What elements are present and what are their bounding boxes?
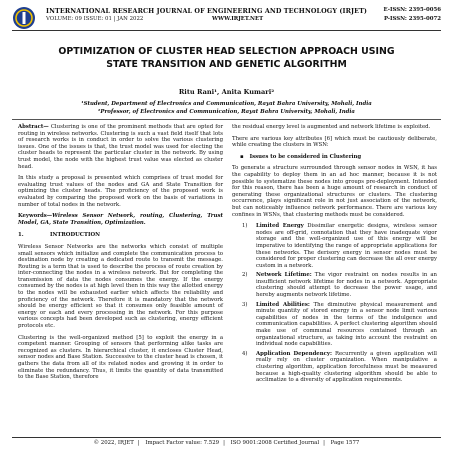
keywords-label: Keywords— bbox=[18, 213, 53, 220]
footer-copyright: © 2022, IRJET bbox=[93, 440, 134, 446]
eissn: E-ISSN: 2395-0056 bbox=[383, 7, 441, 13]
footer-iso: ISO 9001:2008 Certified Journal bbox=[230, 440, 320, 446]
list-item-number: 1) bbox=[242, 223, 248, 230]
irjet-logo-icon bbox=[12, 6, 36, 30]
bullet-heading-issues: ▪ Issues to be considered in Clustering bbox=[232, 154, 437, 161]
footer-divider bbox=[12, 437, 441, 438]
list-item-number: 2) bbox=[242, 272, 248, 279]
constraints-list bbox=[232, 223, 437, 384]
intro-paragraph-1: Wireless Sensor Networks are the networks which consist of multiple small sensors which initialize and complete the communication process to destination node by creating a dedicated route to transmit the message. Routing is a term that is used to describe the process of route creation by inter-connecting the nodes in a wireless network. But for completing the transmission of data the nodes consumes the energy. If the energy consumed by the nodes is at high level then in this way the allotted energy to the nodes will be exhausted earlier which affects the reliability and proficiency of the network. Therefore it is mandatory that the network should be energy efficient so that it consumes only feasible amount of energy or each and every processing in the network. For this purpose various concepts had been developed such as clustering, energy efficient protocols etc. bbox=[18, 243, 223, 330]
keywords-text: Wireless Sensor Network, routing, Clustering, Trust Model, GA, State Transition, Optimization. bbox=[18, 213, 223, 226]
list-item-term: Network Lifetime: bbox=[256, 272, 312, 279]
affiliation-1: ¹Student, Department of Electronics and Communication, Rayat Bahra University, Mohali, India bbox=[81, 101, 372, 107]
list-item-number: 3) bbox=[242, 301, 248, 308]
abstract-paragraph-2: In this study a proposal is presented which comprises of trust model for evaluating trust values of the nodes and GA and State Transition for optimizing the cluster heads. The proficiency of the proposed work is evaluated by comparing the proposed work on the basis of variations in number of total nodes in the network. bbox=[18, 175, 223, 208]
paper-title-line-2: STATE TRANSITION AND GENETIC ALGORITHM bbox=[106, 59, 347, 70]
abstract bbox=[18, 124, 223, 170]
keywords bbox=[18, 213, 223, 226]
list-item bbox=[242, 351, 437, 384]
page-footer: © 2022, IRJET | Impact Factor value: 7.529 | ISO 9001:2008 Certified Journal | Page 1577 bbox=[93, 440, 360, 446]
paper-title-line-1: OPTIMIZATION OF CLUSTER HEAD SELECTION APPROACH USING bbox=[58, 46, 395, 57]
list-item-text: Recurrently a given application will really rely on cluster organization. When manipulative a clustering algorithm, application forcefulness must be measured because a high-quality clustering algorithm should be able to acclimatize to a diversity of application requirements. bbox=[256, 350, 437, 384]
right-paragraph-2: There are various key attributes [6] which must be cautiously deliberate, while creating the clusters in WSN: bbox=[232, 135, 437, 149]
right-column bbox=[232, 124, 437, 387]
section-number: 1. bbox=[18, 232, 24, 239]
list-item bbox=[242, 272, 437, 298]
list-item-text: The vigor restraint on nodes results in an insufficient network lifetime for nodes in a network. Appropriate clustering should attempt to decrease the power usage, and hereby augments network lifetime. bbox=[256, 272, 438, 299]
affiliation-2: ²Professor, of Electronics and Communication, Rayat Bahra University, Mohali, India bbox=[98, 109, 355, 115]
title-divider bbox=[12, 119, 441, 120]
list-item bbox=[242, 223, 437, 269]
abstract-label: Abstract— bbox=[18, 124, 49, 130]
list-item-text: Dissimilar energetic designs, wireless sensor nodes are off-grid, connotation that they have inadequate vigor storage and the well-organized use of this energy will be imperative to identifying the range of appropriate applications for these networks. The derisory energy in sensor nodes must be considered for proper clustering can decrease the all over energy custom in a network. bbox=[256, 223, 438, 269]
pissn: P-ISSN: 2395-0072 bbox=[383, 16, 441, 22]
journal-header bbox=[12, 6, 441, 36]
paper-title bbox=[20, 45, 433, 71]
intro-paragraph-2: Clustering is the well-organized method [5] to exploit the energy in a competent manner. Grouping of sensors that performing alike tasks are recognized as clusters. In hierarchical cluster, it encloses Cluster Head, sensor nodes and Base Station. Successive to the cluster head is chosen, it gathers the data from all of its related nodes and growing it in order to eliminate the redundancy. Thus, it limits the quantity of data transmitted to the Base Station, therefore bbox=[18, 334, 223, 381]
list-item bbox=[242, 302, 437, 348]
list-item-term: Limited Abilities: bbox=[256, 301, 310, 308]
list-item-term: Limited Energy bbox=[256, 223, 304, 230]
journal-title: INTERNATIONAL RESEARCH JOURNAL OF ENGINEERING AND TECHNOLOGY (IRJET) bbox=[46, 7, 368, 15]
footer-page-number: Page 1577 bbox=[330, 440, 360, 446]
list-item-text: The diminutive physical measurement and minute quantity of stored energy in a sensor node limit various capabilities of nodes in the terms of the indulgence and communication capabilities. A perfect clustering algorithm should make use of communal resources contained through an organizational structure, as taking into account the restraint on individual node capabilities. bbox=[256, 301, 437, 348]
journal-volume: VOLUME: 09 ISSUE: 01 | JAN 2022 bbox=[46, 16, 144, 22]
right-paragraph-1: the residual energy level is augmented and network lifetime is exploited. bbox=[232, 124, 431, 130]
section-title: INTRODUCTION bbox=[50, 232, 101, 239]
abstract-text: Clustering is one of the prominent methods that are opted for routing in wireless networks. Clustering is such a vast field itself that lots of research works is in conduct in order to solve the various clustering issues. One of the issues is that, the trust model was used for electing the cluster heads to represent the particular cluster in the network. By using trust model, the node with the highest trust value was elected as cluster head. bbox=[18, 124, 223, 170]
list-item-term: Application Dependency: bbox=[256, 350, 332, 357]
right-paragraph-3: To generate a structure surrounded through sensor nodes in WSN, it has the capability to deploy them in an ad hoc manner, because it is not possible to systematize these nodes into groups pre-deployment. Intended for this reason, there has been a huge amount of research in conduct of generating these organizational structures or clusters. The clustering occurrence, plays significant role in not just association of the network, but can noticeably influence network performance. There are various key confines in WSNs, that clustering methods must be considered. bbox=[232, 165, 437, 218]
left-column bbox=[18, 124, 223, 386]
paper-authors: Ritu Rani¹, Anita Kumari² bbox=[178, 88, 275, 96]
section-heading-introduction bbox=[18, 232, 223, 239]
list-item-number: 4) bbox=[242, 350, 248, 357]
footer-impact-factor: Impact Factor value: 7.529 bbox=[145, 440, 220, 446]
journal-url[interactable]: WWW.IRJET.NET bbox=[212, 16, 264, 22]
header-divider bbox=[12, 30, 441, 31]
